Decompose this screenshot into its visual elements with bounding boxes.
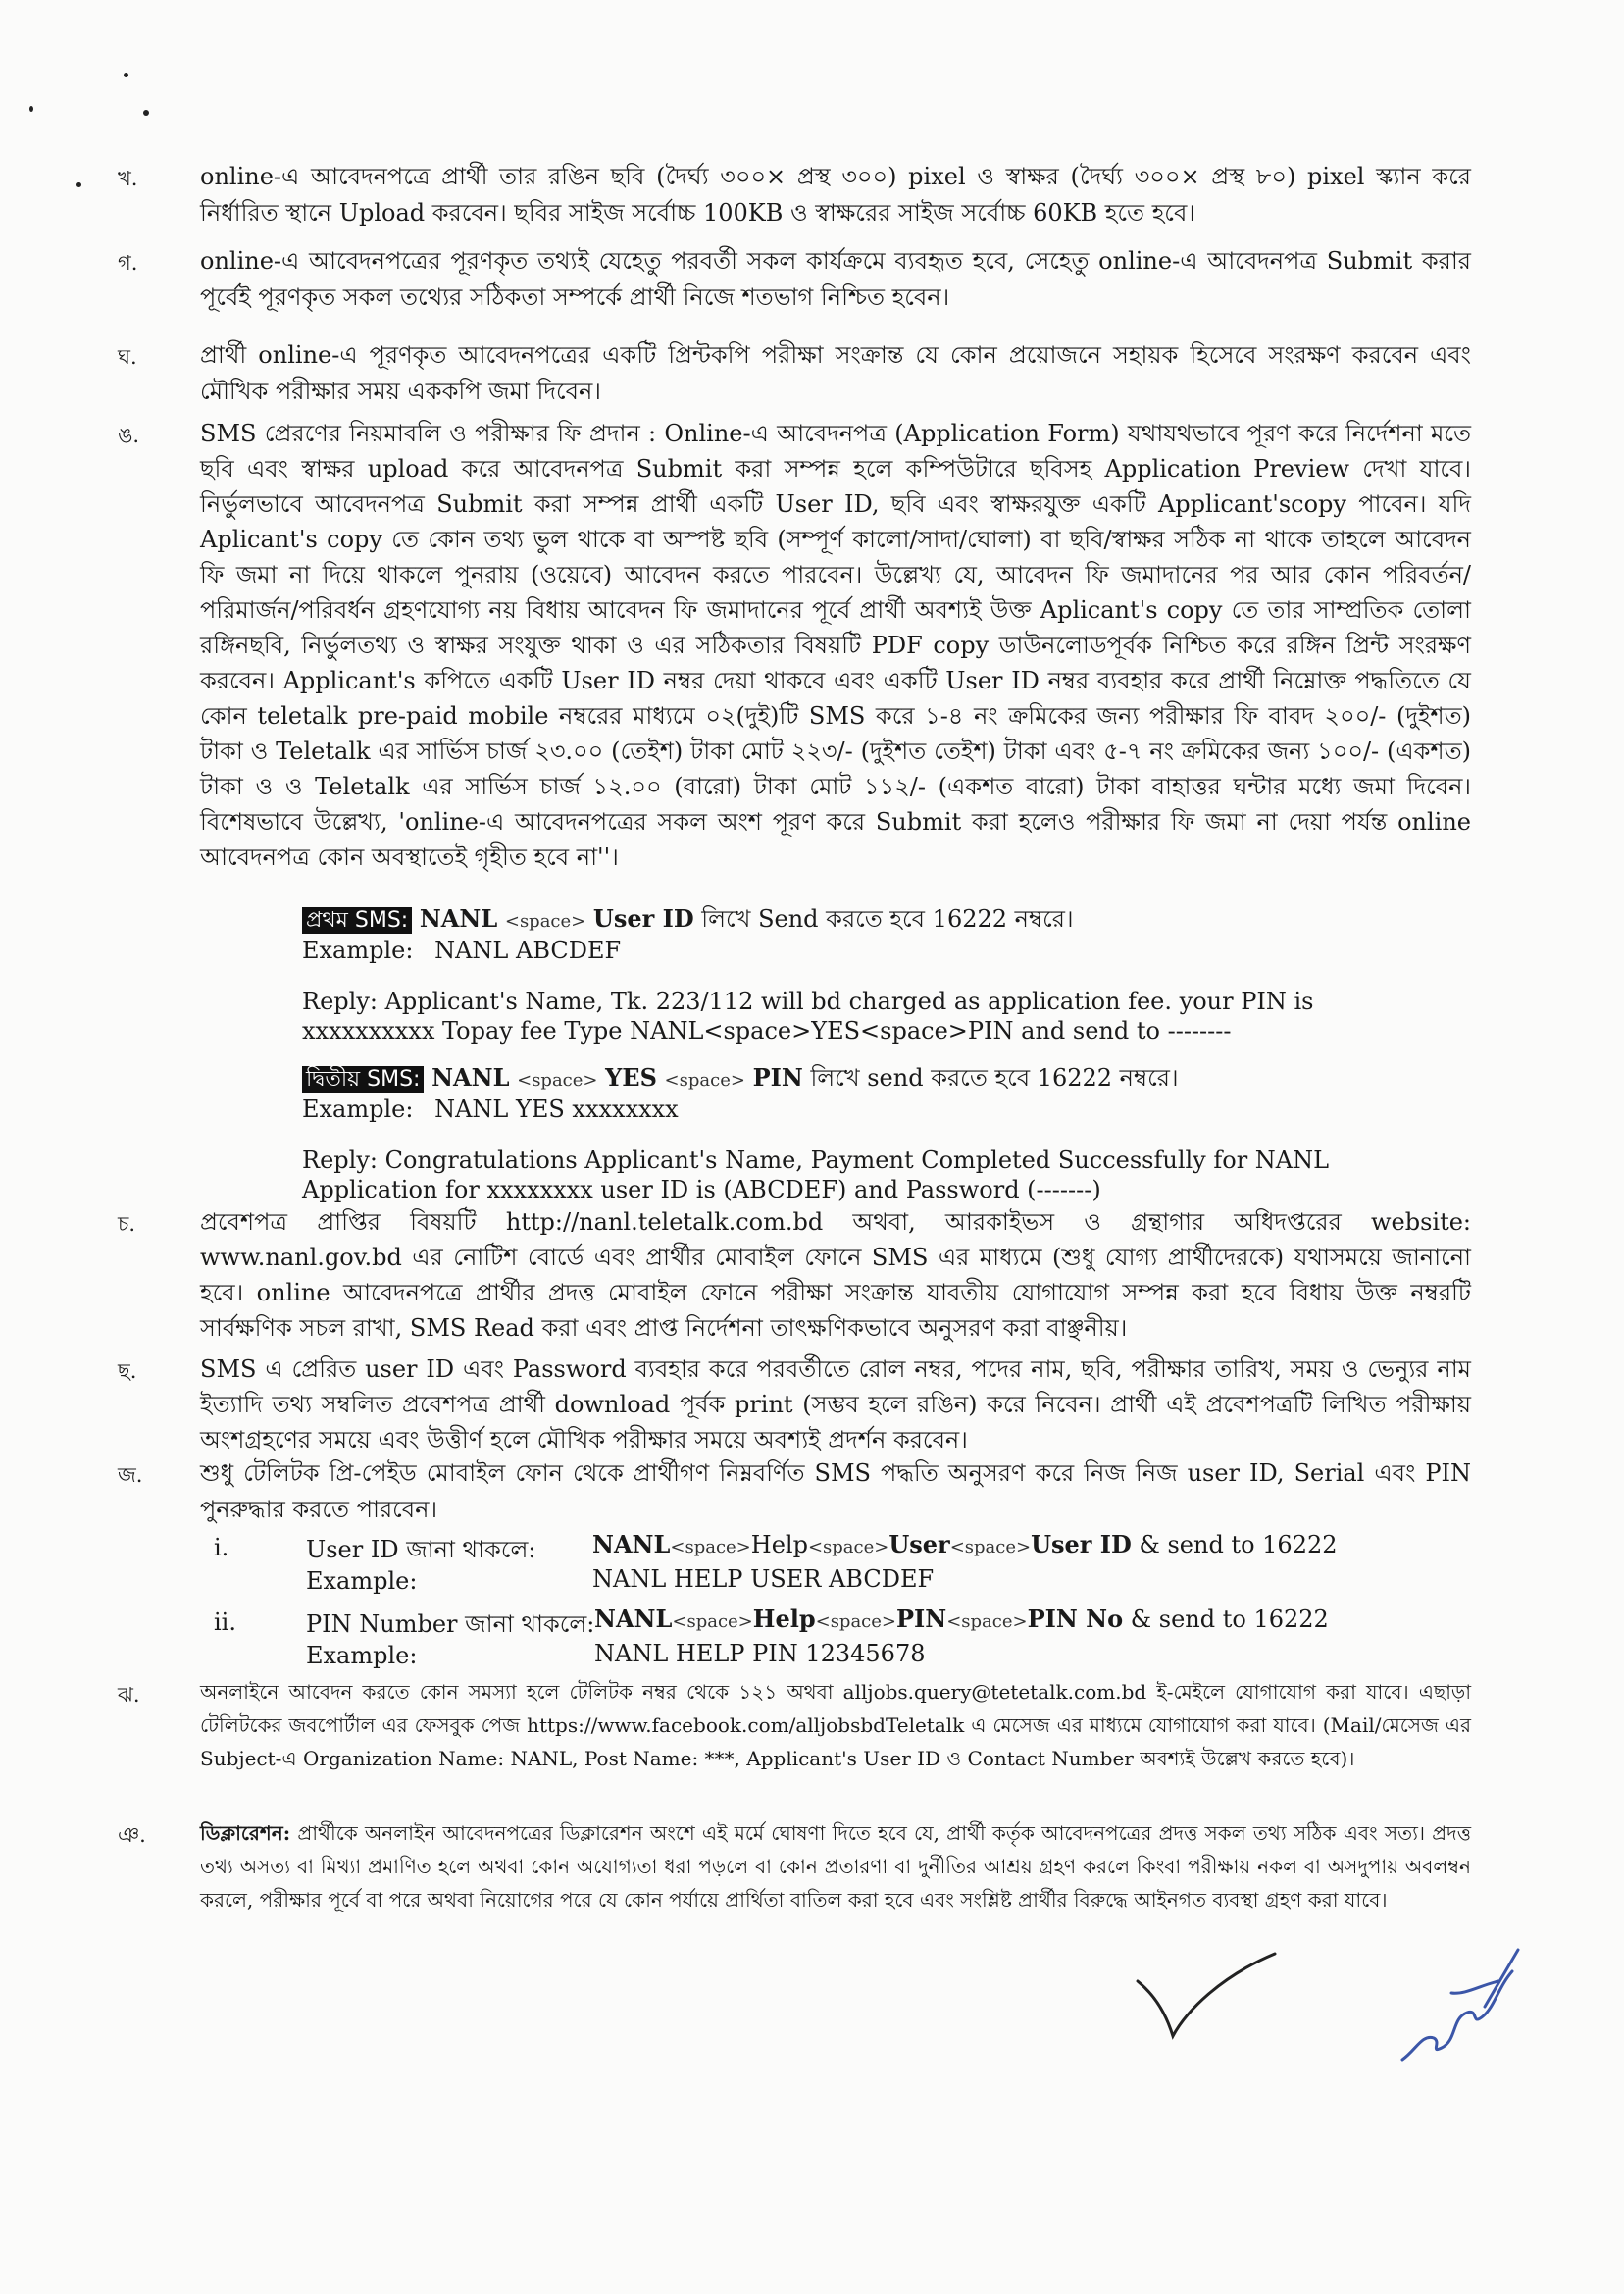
second-sms-reply-1: Reply: Congratulations Applicant's Name, Payment Completed Successfully for NANL	[302, 1147, 1330, 1174]
space-token: <space>	[670, 1537, 751, 1557]
space-token: <space>	[517, 1070, 598, 1091]
section-text: শুধু টেলিটক প্রি-পেইড মোবাইল ফোন থেকে প্রার্থীগণ নিম্নবর্ণিত SMS পদ্ধতি অনুসরণ করে নিজ নিজ user ID, Serial এবং PIN পুনরুদ্ধার করতে পারবেন।	[200, 1459, 1471, 1523]
pinno-token: PIN No	[1027, 1605, 1124, 1633]
section-label: চ.	[118, 1212, 136, 1236]
recovery-item-key: PIN Number জানা থাকলে:	[306, 1610, 595, 1638]
sms-tail: লিখে send করতে হবে 16222 নম্বরে।	[810, 1064, 1179, 1092]
section-text: online-এ আবেদনপত্রের পূরণকৃত তথ্যই যেহেতু পরবর্তী সকল কার্যক্রমে ব্যবহৃত হবে, সেহেতু online-এ আবেদনপত্র Submit করার পূর্বেই পূরণকৃত সকল তথ্যের সঠিকতা সম্পর্কে প্রার্থী নিজে শতভাগ নিশ্চিত হবেন।	[200, 247, 1471, 311]
section-label: জ.	[118, 1463, 143, 1487]
example-label: Example:	[302, 937, 414, 964]
space-token: <space>	[946, 1611, 1028, 1632]
space-token: <space>	[807, 1537, 889, 1557]
section-text: প্রবেশপত্র প্রাপ্তির বিষয়টি http://nanl.teletalk.com.bd অথবা, আরকাইভস ও গ্রন্থাগার অধিদপ্তরের website: www.nanl.gov.bd এর নোটিশ বোর্ডে এবং প্রার্থীর মোবাইল ফোনে SMS এর মাধ্যমে (শুধু যোগ্য প্রার্থীদেরকে) যথাসময়ে জানানো হবে। online আবেদনপত্রে প্রার্থীর প্রদত্ত মোবাইল ফোনে পরীক্ষা সংক্রান্ত যাবতীয় যোগাযোগ সম্পন্ন করা হবে বিধায় উক্ত নম্বরটি সার্বক্ষণিক সচল রাখা, SMS Read করা এবং প্রাপ্ত নির্দেশনা তাৎক্ষণিকভাবে অনুসরণ করা বাঞ্ছনীয়।	[200, 1208, 1471, 1342]
recovery-example-value: NANL HELP USER ABCDEF	[592, 1565, 935, 1593]
send-tail: & send to 16222	[1139, 1531, 1338, 1558]
section-label: ঙ.	[118, 424, 140, 447]
recovery-item-command	[594, 1605, 1329, 1633]
section-label: ঞ.	[118, 1823, 146, 1847]
sms-code: NANL	[431, 1063, 510, 1092]
help-token: Help	[752, 1605, 816, 1633]
second-sms-tag: দ্বিতীয় SMS:	[302, 1066, 424, 1093]
example-label: Example:	[302, 1096, 414, 1123]
declaration-text: প্রার্থীকে অনলাইন আবেদনপত্রের ডিক্লারেশন অংশে এই মর্মে ঘোষণা দিতে হবে যে, প্রার্থী কর্তৃক আবেদনপত্রের প্রদত্ত সকল তথ্য সঠিক এবং সত্য। প্রদত্ত তথ্য অসত্য বা মিথ্যা প্রমাণিত হলে অথবা কোন অযোগ্যতা ধরা পড়লে বা কোন প্রতারণা বা দুর্নীতির আশ্রয় গ্রহণ করলে কিংবা পরীক্ষায় নকল বা অসদুপায় অবলম্বন করলে, পরীক্ষার পূর্বে বা পরে অথবা নিয়োগের পরে যে কোন পর্যায়ে প্রার্থিতা বাতিল করা হবে এবং সংশ্লিষ্ট প্রার্থীর বিরুদ্ধে আইনগত ব্যবস্থা গ্রহণ করা যাবে।	[200, 1821, 1471, 1912]
pin-token: PIN	[896, 1605, 947, 1633]
space-token: <space>	[664, 1070, 745, 1091]
sms-code: NANL	[419, 904, 498, 933]
recovery-item-key: User ID জানা থাকলে:	[306, 1536, 536, 1563]
section-text: অনলাইনে আবেদন করতে কোন সমস্যা হলে টেলিটক নম্বর থেকে ১২১ অথবা alljobs.query@tetetalk.com.bd ই-মেইলে যোগাযোগ করা যাবে। এছাড়া টেলিটকের জবপোর্টাল এর ফেসবুক পেজ https://www.facebook.com/alljobsbdTeletalk এ মেসেজ এর মাধ্যমে যোগাযোগ করা যাবে। (Mail/মেসেজ এর Subject-এ Organization Name: NANL, Post Name: ***, Applicant's User ID ও Contact Number অবশ্যই উল্লেখ করতে হবে)।	[200, 1680, 1471, 1770]
declaration-heading: ডিক্লারেশন:	[200, 1821, 291, 1845]
user-token: User	[888, 1530, 950, 1558]
scan-speck	[29, 106, 33, 112]
recovery-example-value: NANL HELP PIN 12345678	[594, 1640, 926, 1667]
recovery-item-num: i.	[214, 1534, 229, 1561]
example-value: NANL YES xxxxxxxx	[434, 1096, 679, 1123]
sms-field: User ID	[592, 904, 694, 933]
recovery-item-num: ii.	[214, 1608, 236, 1636]
first-sms-line	[302, 904, 1074, 937]
section-label: ঝ.	[118, 1683, 140, 1707]
sms-yes: YES	[605, 1063, 657, 1092]
first-sms-tag: প্রথম SMS:	[302, 907, 412, 934]
section-text: SMS প্রেরণের নিয়মাবলি ও পরীক্ষার ফি প্রদান : Online-এ আবেদনপত্র (Application Form) যথাযথভাবে পূরণ করে নির্দেশনা মতে ছবি এবং স্বাক্ষর upload করে আবেদনপত্র Submit করা সম্পন্ন হলে কম্পিউটারে ছবিসহ Application Preview দেখা যাবে। নির্ভুলভাবে আবেদনপত্র Submit করা সম্পন্ন প্রার্থী একটি User ID, ছবি এবং স্বাক্ষরযুক্ত একটি Applicant'scopy পাবেন। যদি Aplicant's copy তে কোন তথ্য ভুল থাকে বা অস্পষ্ট ছবি (সম্পূর্ণ কালো/সাদা/ঘোলা) বা ছবি/স্বাক্ষর সঠিক না থাকে তাহলে আবেদন ফি জমা না দিয়ে থাকলে পুনরায় (ওয়েবে) আবেদন করতে পারবেন। উল্লেখ্য যে, আবেদন ফি জমাদানের পর আর কোন পরিবর্তন/পরিমার্জন/পরিবর্ধন গ্রহণযোগ্য নয় বিধায় আবেদন ফি জমাদানের পূর্বে প্রার্থী অবশ্যই উক্ত Aplicant's copy তে তার সাম্প্রতিক তোলা রঙ্গিনছবি, নির্ভুলতথ্য ও স্বাক্ষর সংযুক্ত থাকা ও এর সঠিকতার বিষয়টি PDF copy ডাউনলোডপূর্বক নিশ্চিত করে রঙ্গিন প্রিন্ট সংরক্ষণ করবেন। Applicant's কপিতে একটি User ID নম্বর দেয়া থাকবে এবং একটি User ID নম্বর ব্যবহার করে প্রার্থী নিম্নোক্ত পদ্ধতিতে যে কোন teletalk pre-paid mobile নম্বরের মাধ্যমে ০২(দুই)টি SMS করে ১-৪ নং ক্রমিকের জন্য পরীক্ষার ফি বাবদ ২০০/- (দুইশত) টাকা ও Teletalk এর সার্ভিস চার্জ ২৩.০০ (তেইশ) টাকা মোট ২২৩/- (দুইশত তেইশ) টাকা এবং ৫-৭ নং ক্রমিকের জন্য ১০০/- (একশত) টাকা ও ও Teletalk এর সার্ভিস চার্জ ১২.০০ (বারো) টাকা মোট ১১২/- (একশত বারো) টাকা বাহাত্তর ঘন্টার মধ্যে জমা দিবেন। বিশেষভাবে উল্লেখ্য, 'online-এ আবেদনপত্রের সকল অংশ পূরণ করে Submit করা হলেও পরীক্ষার ফি জমা না দেয়া পর্যন্ত online আবেদনপত্র কোন অবস্থাতেই গৃহীত হবে না''।	[200, 420, 1471, 871]
userid-token: User ID	[1031, 1530, 1132, 1558]
sms-code: NANL	[592, 1530, 671, 1558]
sms-pin: PIN	[752, 1063, 803, 1092]
scan-speck	[76, 182, 81, 187]
first-sms-block	[302, 904, 1469, 1051]
signature-icon	[1383, 1924, 1530, 2071]
section-text: online-এ আবেদনপত্রে প্রার্থী তার রঙিন ছবি (দৈর্ঘ্য ৩০০× প্রস্থ ৩০০) pixel ও স্বাক্ষর (দৈর্ঘ্য ৩০০× প্রস্থ ৮০) pixel স্ক্যান করে নির্ধারিত স্থানে Upload করবেন। ছবির সাইজ সর্বোচ্চ 100KB ও স্বাক্ষরের সাইজ সর্বোচ্চ 60KB হতে হবে।	[200, 163, 1471, 227]
send-tail: & send to 16222	[1130, 1606, 1329, 1633]
example-value: NANL ABCDEF	[434, 937, 622, 964]
help-token: Help	[750, 1531, 808, 1558]
check-mark-icon	[1128, 1942, 1285, 2050]
first-sms-reply-1: Reply: Applicant's Name, Tk. 223/112 will bd charged as application fee. your PIN is	[302, 988, 1314, 1015]
first-sms-example	[302, 936, 621, 965]
section-text: SMS এ প্রেরিত user ID এবং Password ব্যবহার করে পরবর্তীতে রোল নম্বর, পদের নাম, ছবি, পরীক্ষার তারিখ, সময় ও ভেন্যুর নাম ইত্যাদি তথ্য সম্বলিত প্রবেশপত্র প্রার্থী download পূর্বক print (সম্ভব হলে রঙিন) করে নিবেন। প্রার্থী এই প্রবেশপত্রটি লিখিত পরীক্ষায় অংশগ্রহণের সময়ে এবং উত্তীর্ণ হলে মৌখিক পরীক্ষার সময়ে অবশ্যই প্রদর্শন করবেন।	[200, 1355, 1471, 1453]
recovery-item-command	[592, 1530, 1338, 1558]
section-label: ছ.	[118, 1359, 137, 1383]
second-sms-example	[302, 1095, 679, 1124]
recovery-example-label: Example:	[306, 1567, 418, 1595]
second-sms-reply-2: Application for xxxxxxxx user ID is (ABCDEF) and Password (-------)	[302, 1176, 1101, 1203]
first-sms-reply-2: xxxxxxxxxx Topay fee Type NANL<space>YES<space>PIN and send to --------	[302, 1017, 1232, 1045]
sms-code: NANL	[594, 1605, 673, 1633]
scan-speck	[143, 110, 149, 116]
section-label: ঘ.	[118, 345, 137, 369]
sms-tail: লিখে Send করতে হবে 16222 নম্বরে।	[701, 905, 1074, 933]
section-text: প্রার্থী online-এ পূরণকৃত আবেদনপত্রের একটি প্রিন্টকপি পরীক্ষা সংক্রান্ত যে কোন প্রয়োজনে সহায়ক হিসেবে সংরক্ষণ করবেন এবং মৌখিক পরীক্ষার সময় এককপি জমা দিবেন।	[200, 341, 1471, 405]
space-token: <space>	[949, 1537, 1032, 1557]
second-sms-line	[302, 1063, 1179, 1096]
scan-speck	[124, 73, 128, 77]
recovery-example-label: Example:	[306, 1642, 418, 1669]
section-label: গ.	[118, 251, 138, 275]
space-token: <space>	[672, 1611, 753, 1632]
second-sms-block	[302, 1063, 1469, 1210]
space-token: <space>	[504, 911, 586, 932]
section-label: খ.	[118, 167, 138, 190]
space-token: <space>	[815, 1611, 896, 1632]
